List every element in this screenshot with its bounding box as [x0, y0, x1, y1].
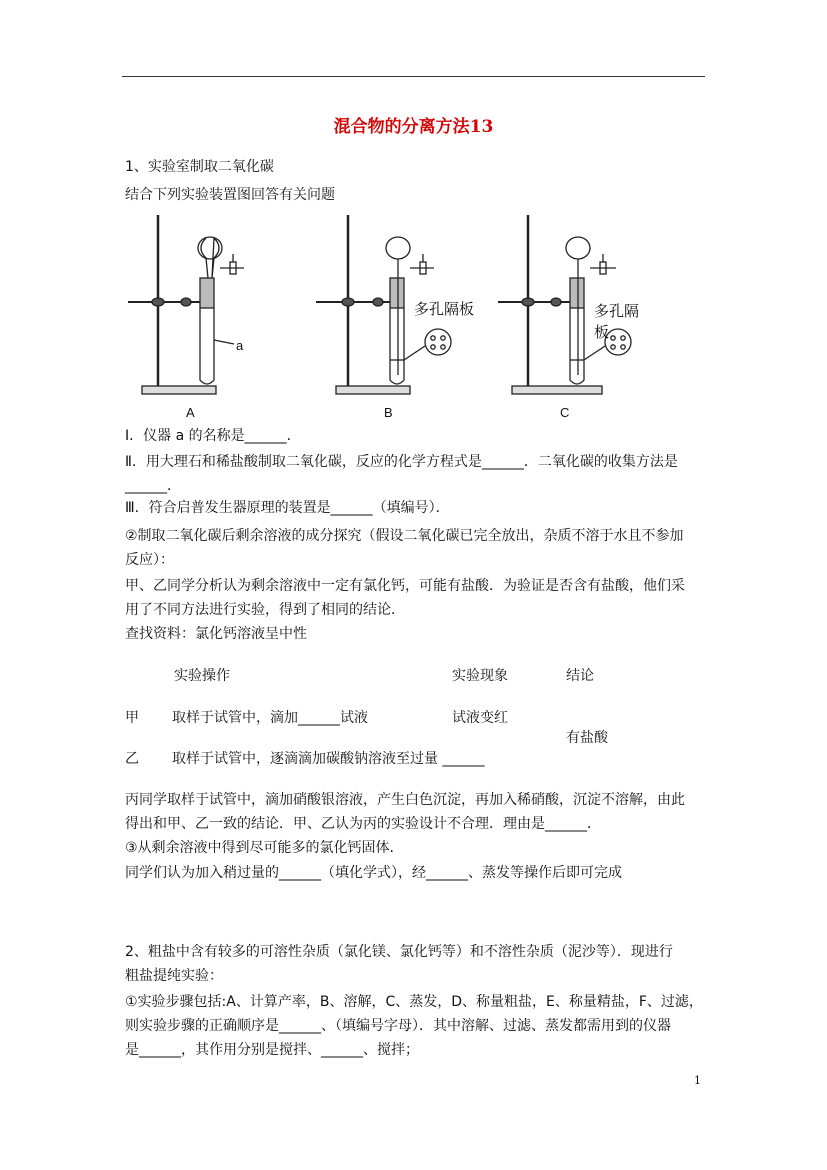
label-a: a	[236, 338, 244, 353]
page-title: 混合物的分离方法13	[333, 117, 494, 137]
q1-p2-line1: ②制取二氧化碳后剩余溶液的成分探究（假设二氧化碳已完全放出，杂质不溶于水且不参加	[125, 528, 684, 544]
header-rule	[122, 76, 705, 77]
apparatus-drawing	[120, 210, 650, 425]
q1-part-ii-line2: ______．	[125, 478, 181, 494]
q2-line5: 是______，其作用分别是搅拌、______、搅拌；	[125, 1042, 419, 1058]
q2-line4: 则实验步骤的正确顺序是______、（填编号字母）．其中溶解、过滤、蒸发都需用到的仪器	[125, 1018, 671, 1034]
plate-label-c: 多孔隔板	[594, 303, 640, 341]
table-header-observation: 实验现象	[452, 668, 508, 684]
q1-heading: 1、实验室制取二氧化碳	[125, 159, 274, 175]
table-row-jia-label: 甲	[125, 710, 139, 726]
q1-part-ii-line1: Ⅱ．用大理石和稀盐酸制取二氧化碳，反应的化学方程式是______．二氧化碳的收集方法是	[125, 454, 678, 470]
table-row-yi-label: 乙	[125, 751, 139, 767]
table-row-jia-operation: 取样于试管中，滴加______试液	[172, 710, 368, 726]
q1-p5-line2: 得出和甲、乙一致的结论．甲、乙认为丙的实验设计不合理．理由是______．	[125, 816, 601, 832]
name-a: A	[186, 405, 195, 420]
table-header-conclusion: 结论	[566, 668, 594, 684]
q2-line3: ①实验步骤包括:A、计算产率，B、溶解，C、蒸发，D、称量粗盐，E、称量精盐，F、过滤，	[125, 994, 703, 1010]
q2-line1: 2、粗盐中含有较多的可溶性杂质（氯化镁、氯化钙等）和不溶性杂质（泥沙等）．现进行	[125, 944, 673, 960]
table-row-yi-operation: 取样于试管中，逐滴滴加碳酸钠溶液至过量 ______	[172, 751, 485, 767]
table-conclusion: 有盐酸	[566, 730, 608, 746]
table-header-operation: 实验操作	[174, 668, 230, 684]
q1-p3-line2: 用了不同方法进行实验，得到了相同的结论．	[125, 602, 405, 618]
page-number: 1	[694, 1074, 701, 1087]
table-row-jia-observation: 试液变红	[452, 710, 508, 726]
q1-p3-line1: 甲、乙同学分析认为剩余溶液中一定有氯化钙，可能有盐酸．为验证是否含有盐酸，他们采	[125, 578, 685, 594]
q1-p6: ③从剩余溶液中得到尽可能多的氯化钙固体．	[125, 840, 404, 856]
q1-p5-line1: 丙同学取样于试管中，滴加硝酸银溶液，产生白色沉淀，再加入稀硝酸，沉淀不溶解，由此	[125, 792, 685, 808]
apparatus-a	[128, 215, 244, 394]
name-c: C	[560, 405, 570, 420]
q2-line2: 粗盐提纯实验：	[125, 968, 223, 984]
apparatus-figure	[120, 210, 650, 425]
q1-p7: 同学们认为加入稍过量的______（填化学式），经______、蒸发等操作后即可完成	[125, 865, 622, 881]
q1-intro: 结合下列实验装置图回答有关问题	[125, 187, 335, 203]
q1-p2-line2: 反应）：	[125, 552, 174, 568]
q1-part-iii: Ⅲ．符合启普发生器原理的装置是______（填编号）．	[125, 500, 450, 516]
name-b: B	[384, 405, 393, 420]
plate-label-b: 多孔隔板	[414, 301, 475, 318]
q1-part-i: Ⅰ．仪器 a 的名称是______．	[125, 428, 301, 444]
q1-p4: 查找资料：氯化钙溶液呈中性	[125, 626, 307, 642]
